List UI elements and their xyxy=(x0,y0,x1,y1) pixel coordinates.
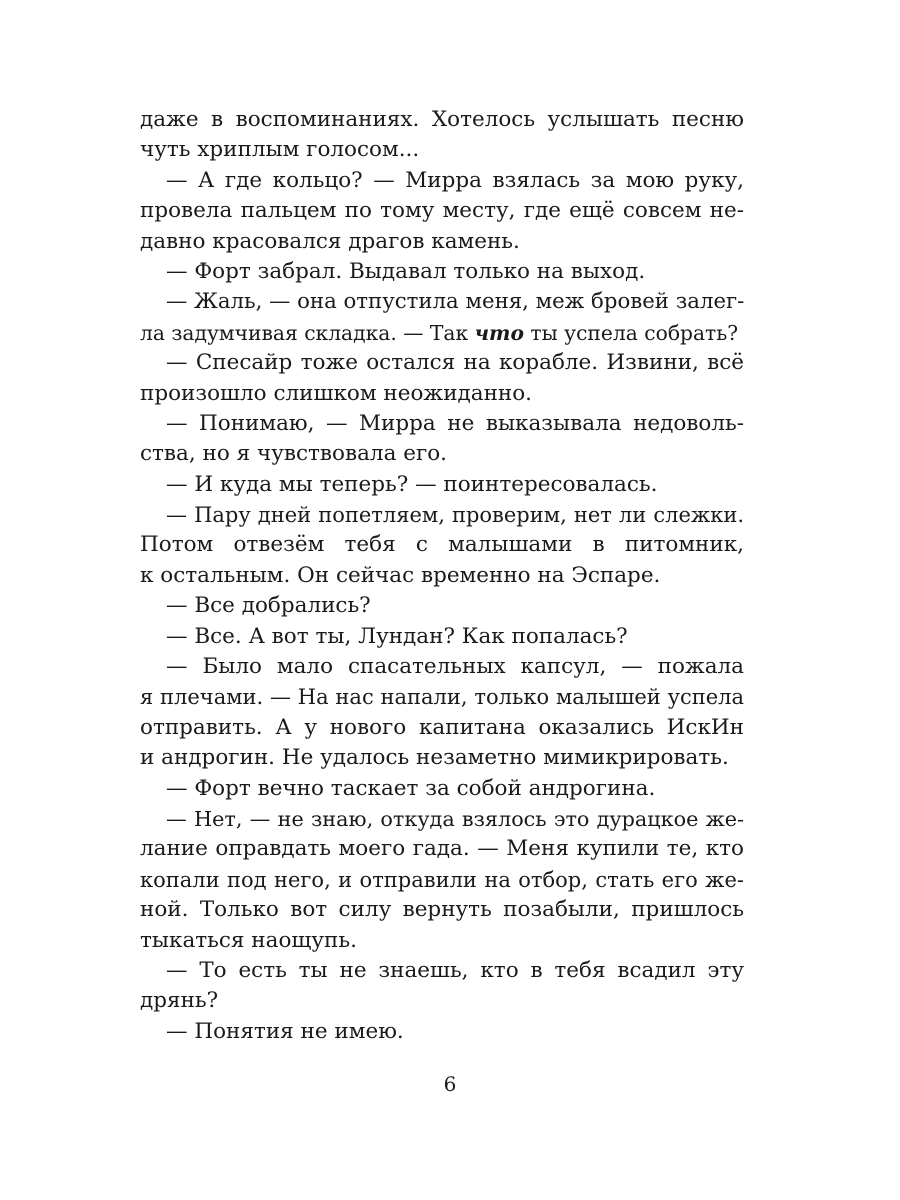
text-line: — А где кольцо? — Мирра взялась за мою руку, xyxy=(166,167,744,193)
text-line: лание оправдать моего гада. — Меня купили те, кто xyxy=(140,836,744,862)
text-line: — Жаль, — она отпустила меня, меж бровей залег- xyxy=(166,289,745,315)
emphasized-word: что xyxy=(474,320,524,345)
text-line: — То есть ты не знаешь, кто в тебя всадил эту xyxy=(166,957,744,983)
text-line: отправить. А у нового капитана оказались ИскИн xyxy=(140,714,744,740)
text-line: тыкаться наощупь. xyxy=(140,927,357,953)
text-line: ства, но я чувствовала его. xyxy=(140,441,447,467)
text-line: провела пальцем по тому месту, где ещё совсем не- xyxy=(140,198,744,224)
text-line: — Понимаю, — Мирра не выказывала недоволь- xyxy=(166,410,744,436)
text-line: ной. Только вот силу вернуть позабыли, пришлось xyxy=(140,897,744,923)
text-line-with-emphasis xyxy=(140,318,744,348)
text-fragment: ты успела собрать? xyxy=(523,320,739,345)
text-line: даже в воспоминаниях. Хотелось услышать песню xyxy=(140,107,744,132)
page-number: 6 xyxy=(443,1072,457,1096)
text-line: чуть хриплым голосом... xyxy=(140,137,420,163)
text-line: — Пару дней попетляем, проверим, нет ли слежки. xyxy=(166,503,744,528)
text-line: — Форт забрал. Выдавал только на выход. xyxy=(166,258,646,284)
text-line: и андрогин. Не удалось незаметно мимикрировать. xyxy=(140,745,729,771)
text-line: — Спесайр тоже остался на корабле. Извини, всё xyxy=(166,350,744,376)
text-line: к остальным. Он сейчас временно на Эспаре. xyxy=(140,562,661,588)
text-line: — Было мало спасательных капсул, — пожала xyxy=(166,654,744,680)
text-line: — Понятия не имею. xyxy=(166,1018,404,1044)
text-line: дрянь? xyxy=(140,988,219,1014)
text-line: копали под него, и отправили на отбор, стать его же- xyxy=(140,867,744,892)
text-line: произошло слишком неожиданно. xyxy=(140,380,533,406)
text-line: — Нет, — не знаю, откуда взялось это дурацкое же- xyxy=(166,806,744,831)
text-line: давно красовался драгов камень. xyxy=(140,228,520,254)
text-line: — Форт вечно таскает за собой андрогина. xyxy=(166,775,656,801)
text-line: — Все добрались? xyxy=(166,593,371,619)
text-line: я плечами. — На нас напали, только малышей успела xyxy=(140,685,744,710)
text-line: — Все. А вот ты, Лундан? Как попалась? xyxy=(166,623,628,649)
text-line: — И куда мы теперь? — поинтересовалась. xyxy=(166,471,658,497)
body-text xyxy=(140,105,744,1047)
text-line: Потом отвезём тебя с малышами в питомник, xyxy=(140,532,744,558)
text-fragment: ла задумчивая складка. — Так xyxy=(140,320,469,345)
